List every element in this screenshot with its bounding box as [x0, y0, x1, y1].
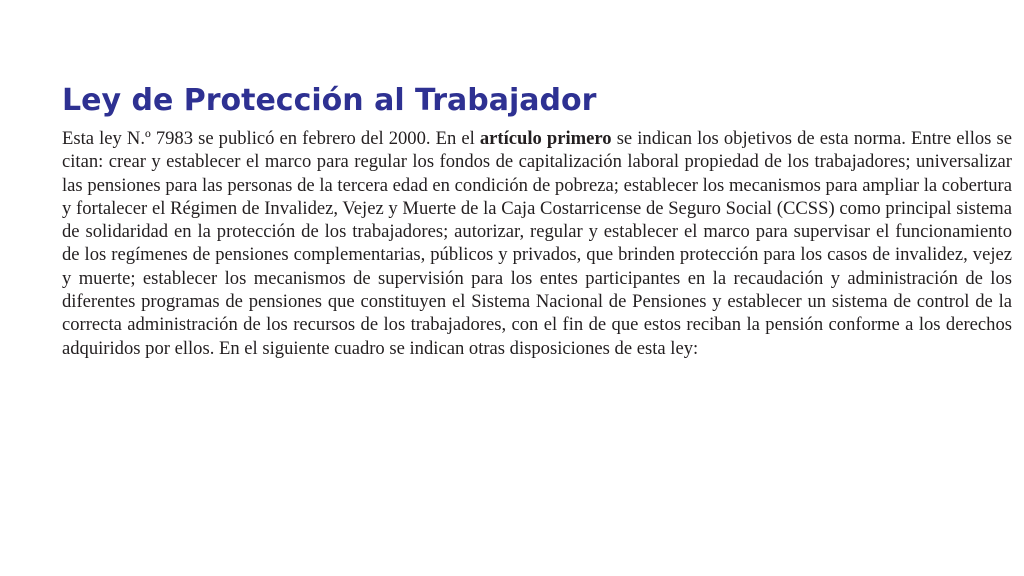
page-title: Ley de Protección al Trabajador: [62, 83, 597, 118]
body-paragraph: [62, 127, 1012, 360]
paragraph-text-rest: se indican los objetivos de esta norma. Entre ellos se citan: crear y establecer el marco para regular los fondos de capitalización laboral propiedad de los trabajadores; universalizar las pensiones para las personas de la tercera edad en condición de pobreza; establecer los mecanismos para ampliar la cobertura y fortalecer el Régimen de Invalidez, Vejez y Muerte de la Caja Costarricense de Seguro Social (CCSS) como principal sistema de solidaridad en la protección de los trabajadores; autorizar, regular y establecer el marco para supervisar el funcionamiento de los regímenes de pensiones complementarias, públicos y privados, que brinden protección para los casos de invalidez, vejez y muerte; establecer los mecanismos de supervisión para los entes participantes en la recaudación y administración de los diferentes programas de pensiones que constituyen el Sistema Nacional de Pensiones y establecer un sistema de control de la correcta administración de los recursos de los trabajadores, con el fin de que estos reciban la pensión conforme a los derechos adquiridos por ellos. En el siguiente cuadro se indican otras disposiciones de esta ley:: [62, 128, 1012, 359]
paragraph-bold-term: artículo primero: [479, 128, 612, 149]
paragraph-text-start: Esta ley N.º 7983 se publicó en febrero del 2000. En el: [62, 128, 480, 149]
document-page: [62, 82, 1012, 360]
